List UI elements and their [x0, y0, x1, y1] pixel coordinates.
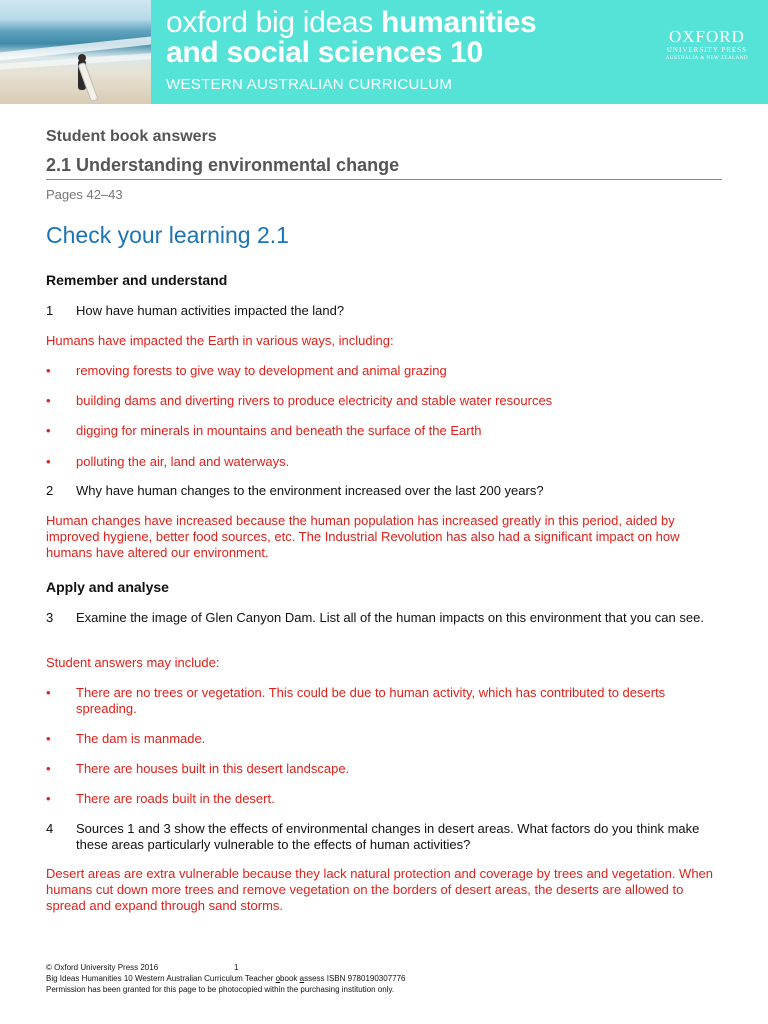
remember-understand-heading: Remember and understand [46, 272, 228, 288]
bullet-text: digging for minerals in mountains and beneath the surface of the Earth [76, 423, 482, 438]
question-3 [46, 610, 722, 626]
question-text: Sources 1 and 3 show the effects of environmental changes in desert areas. What factors do you think make these areas particularly vulnerable to the effects of human activities? [76, 821, 700, 852]
pages-label: Pages 42–43 [46, 187, 123, 202]
bullet-text: building dams and diverting rivers to produce electricity and stable water resources [76, 393, 553, 408]
question-number: 4 [46, 821, 54, 836]
answer-1-intro: Humans have impacted the Earth in various ways, including: [46, 333, 394, 348]
section-title: 2.1 Understanding environmental change [46, 155, 400, 175]
bullet-icon: • [46, 731, 51, 746]
publisher-region: AUSTRALIA & NEW ZEALAND [665, 56, 748, 61]
oxford-university-press-logo [666, 28, 748, 63]
question-1 [46, 303, 722, 319]
publisher-name: OXFORD [668, 27, 745, 46]
answer-bullet [46, 454, 722, 470]
answer-bullet [46, 393, 722, 409]
isbn-text: a [299, 974, 305, 983]
bullet-text: There are no trees or vegetation. This could be due to human activity, which has contributed to deserts spreading. [76, 685, 666, 716]
answer-3-intro: Student answers may include: [46, 655, 220, 670]
bullet-text: The dam is manmade. [76, 731, 206, 746]
question-2 [46, 483, 722, 499]
copyright-text: © Oxford University Press 2016 [46, 963, 159, 972]
bullet-icon: • [46, 454, 51, 469]
copyright-line [46, 962, 405, 973]
bullet-icon: • [46, 393, 51, 408]
answer-2: Human changes have increased because the human population has increased greatly in this period, aided by improved hygiene, better food sources, etc. The Industrial Revolution has also had a significant impact on how humans have altered our environment. [46, 513, 680, 560]
page-number: 1 [234, 963, 239, 972]
bullet-icon: • [46, 423, 51, 438]
bullet-icon: • [46, 685, 51, 700]
question-number: 2 [46, 483, 54, 498]
isbn-text: ssess ISBN 9780190307776 [304, 974, 406, 983]
isbn-text: book [280, 974, 300, 983]
permission-line: Permission has been granted for this page to be photocopied within the purchasing institution only. [46, 985, 395, 994]
question-text: How have human activities impacted the land? [76, 303, 345, 318]
question-text: Why have human changes to the environment increased over the last 200 years? [76, 483, 544, 498]
answer-bullet [46, 731, 722, 747]
series-title-bold: humanities [381, 6, 537, 39]
isbn-text: o [275, 974, 281, 983]
answer-bullet [46, 791, 722, 807]
answer-bullet [46, 423, 722, 439]
answer-bullet [46, 761, 722, 777]
question-text: Examine the image of Glen Canyon Dam. List all of the human impacts on this environment that you can see. [76, 610, 704, 625]
answer-bullet [46, 363, 722, 379]
header-banner [0, 0, 768, 104]
section-divider [46, 179, 722, 180]
question-4 [46, 821, 722, 853]
bullet-icon: • [46, 791, 51, 806]
bullet-text: There are roads built in the desert. [76, 791, 275, 806]
page-footer [46, 962, 405, 995]
series-title-line1 [166, 6, 536, 40]
question-number: 1 [46, 303, 54, 318]
student-book-answers-heading: Student book answers [46, 128, 217, 145]
bullet-text: There are houses built in this desert landscape. [76, 761, 350, 776]
answer-4: Desert areas are extra vulnerable because they lack natural protection and coverage by trees and vegetation. When humans cut down more trees and remove vegetation on the borders of desert areas, the deserts are allowed to spread and expand through sand storms. [46, 866, 714, 913]
bullet-text: removing forests to give way to development and animal grazing [76, 363, 447, 378]
bullet-icon: • [46, 761, 51, 776]
isbn-line [46, 973, 405, 984]
series-title-light: oxford big ideas [166, 6, 382, 39]
isbn-text: Big Ideas Humanities 10 Western Australian Curriculum Teacher [46, 974, 276, 983]
answer-bullet [46, 685, 722, 717]
apply-analyse-heading: Apply and analyse [46, 579, 169, 595]
series-title-line2: and social sciences 10 [166, 36, 483, 69]
curriculum-label: WESTERN AUSTRALIAN CURRICULUM [166, 76, 453, 93]
bullet-icon: • [46, 363, 51, 378]
beach-surfer-photo [0, 0, 151, 104]
check-your-learning-title: Check your learning 2.1 [46, 222, 289, 248]
question-number: 3 [46, 610, 54, 625]
publisher-subname: UNIVERSITY PRESS [666, 46, 747, 54]
bullet-text: polluting the air, land and waterways. [76, 454, 290, 469]
